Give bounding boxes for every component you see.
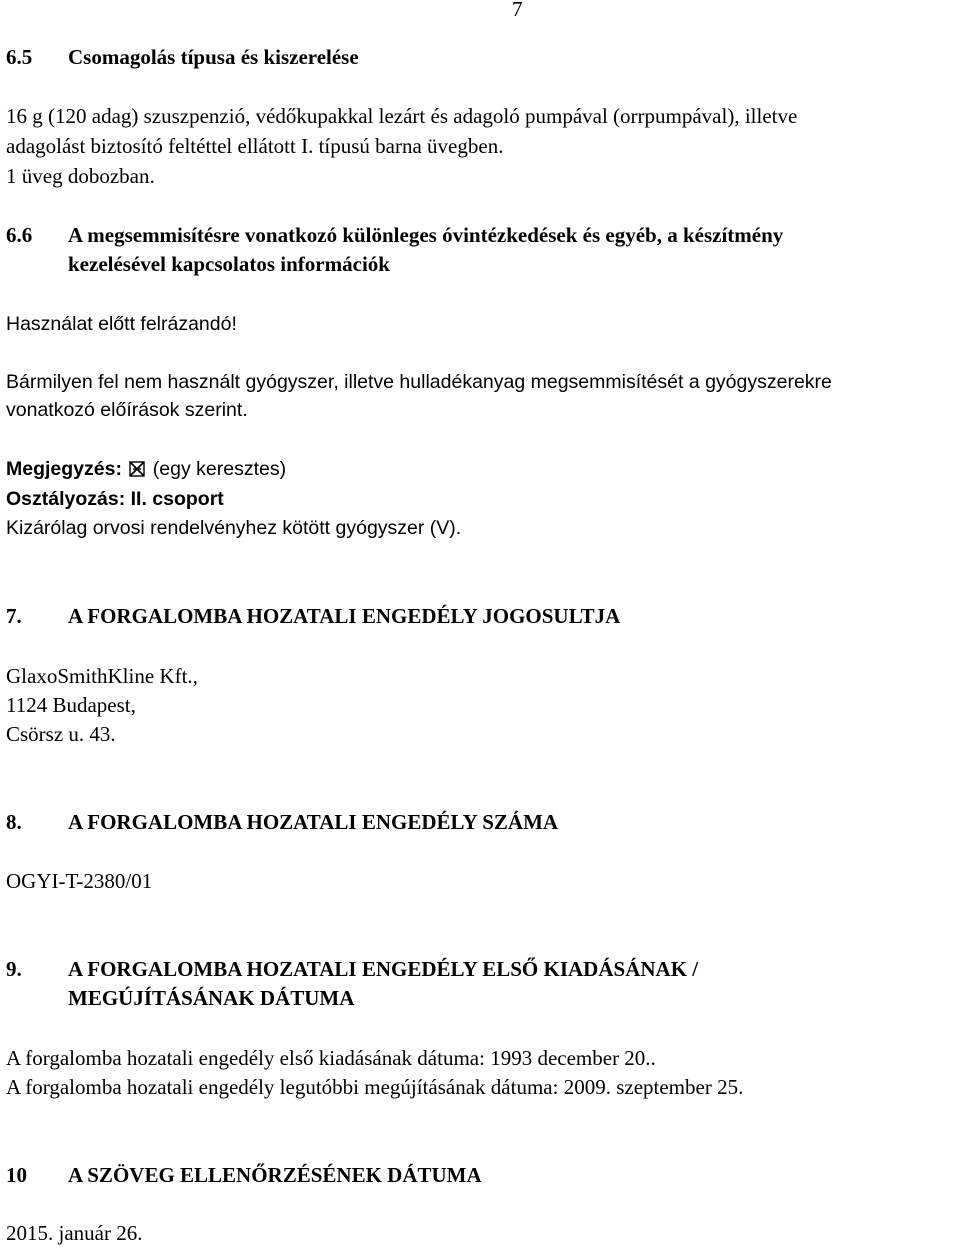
packaging-line-2: adagolást biztosító feltéttel ellátott I. típusú barna üvegben.: [6, 134, 504, 158]
holder-line-2: 1124 Budapest,: [6, 693, 136, 717]
packaging-line-1: 16 g (120 adag) szuszpenzió, védőkupakkal lezárt és adagoló pumpával (orrpumpával), illetve: [6, 104, 798, 128]
holder-line-1: GlaxoSmithKline Kft.,: [6, 664, 198, 688]
revision-date: 2015. január 26.: [6, 1221, 143, 1245]
authorization-number: OGYI-T-2380/01: [6, 869, 153, 893]
holder-line-3: Csörsz u. 43.: [6, 722, 116, 746]
section-10-heading: [6, 1162, 482, 1188]
note-text: (egy keresztes): [152, 458, 287, 480]
disposal-line-1: Bármilyen fel nem használt gyógyszer, illetve hulladékanyag megsemmisítését a gyógyszerekre: [6, 371, 832, 393]
section-number: 8.: [6, 810, 22, 834]
prescription-line: Kizárólag orvosi rendelvényhez kötött gyógyszer (V).: [6, 517, 462, 539]
section-6-6-heading-line-2: kezelésével kapcsolatos információk: [68, 252, 390, 276]
section-6-6-heading: [6, 222, 783, 248]
packaging-line-3: 1 üveg dobozban.: [6, 164, 155, 188]
classification-line: Osztályozás: II. csoport: [6, 488, 224, 510]
section-title: A SZÖVEG ELLENŐRZÉSÉNEK DÁTUMA: [68, 1163, 482, 1187]
section-number: 6.5: [6, 45, 33, 69]
section-6-5-heading: [6, 44, 359, 70]
section-title: A FORGALOMBA HOZATALI ENGEDÉLY SZÁMA: [68, 810, 559, 834]
section-number: 7.: [6, 604, 22, 628]
section-title-line-1: A megsemmisítésre vonatkozó különleges óvintézkedések és egyéb, a készítmény: [68, 223, 784, 247]
section-title-line-1: A FORGALOMBA HOZATALI ENGEDÉLY ELSŐ KIADÁSÁNAK /: [68, 957, 699, 981]
section-number: 9.: [6, 957, 22, 981]
section-7-heading: [6, 603, 620, 629]
section-number: 6.6: [6, 223, 33, 247]
section-8-heading: [6, 809, 558, 835]
section-9-heading: [6, 956, 698, 982]
renewal-date-line: A forgalomba hozatali engedély legutóbbi megújításának dátuma: 2009. szeptember 25.: [6, 1075, 744, 1099]
page-number: 7: [512, 0, 523, 21]
note-label: Megjegyzés:: [6, 458, 122, 480]
section-number: 10: [6, 1163, 27, 1187]
single-cross-icon: [129, 458, 145, 484]
section-9-heading-line-2: MEGÚJÍTÁSÁNAK DÁTUMA: [68, 986, 355, 1010]
shake-instruction: Használat előtt felrázandó!: [6, 313, 237, 335]
section-title: Csomagolás típusa és kiszerelése: [68, 45, 359, 69]
disposal-line-2: vonatkozó előírások szerint.: [6, 399, 248, 421]
first-issue-date-line: A forgalomba hozatali engedély első kiadásának dátuma: 1993 december 20..: [6, 1046, 656, 1070]
section-title: A FORGALOMBA HOZATALI ENGEDÉLY JOGOSULTJA: [68, 604, 621, 628]
note-line: [6, 456, 286, 484]
